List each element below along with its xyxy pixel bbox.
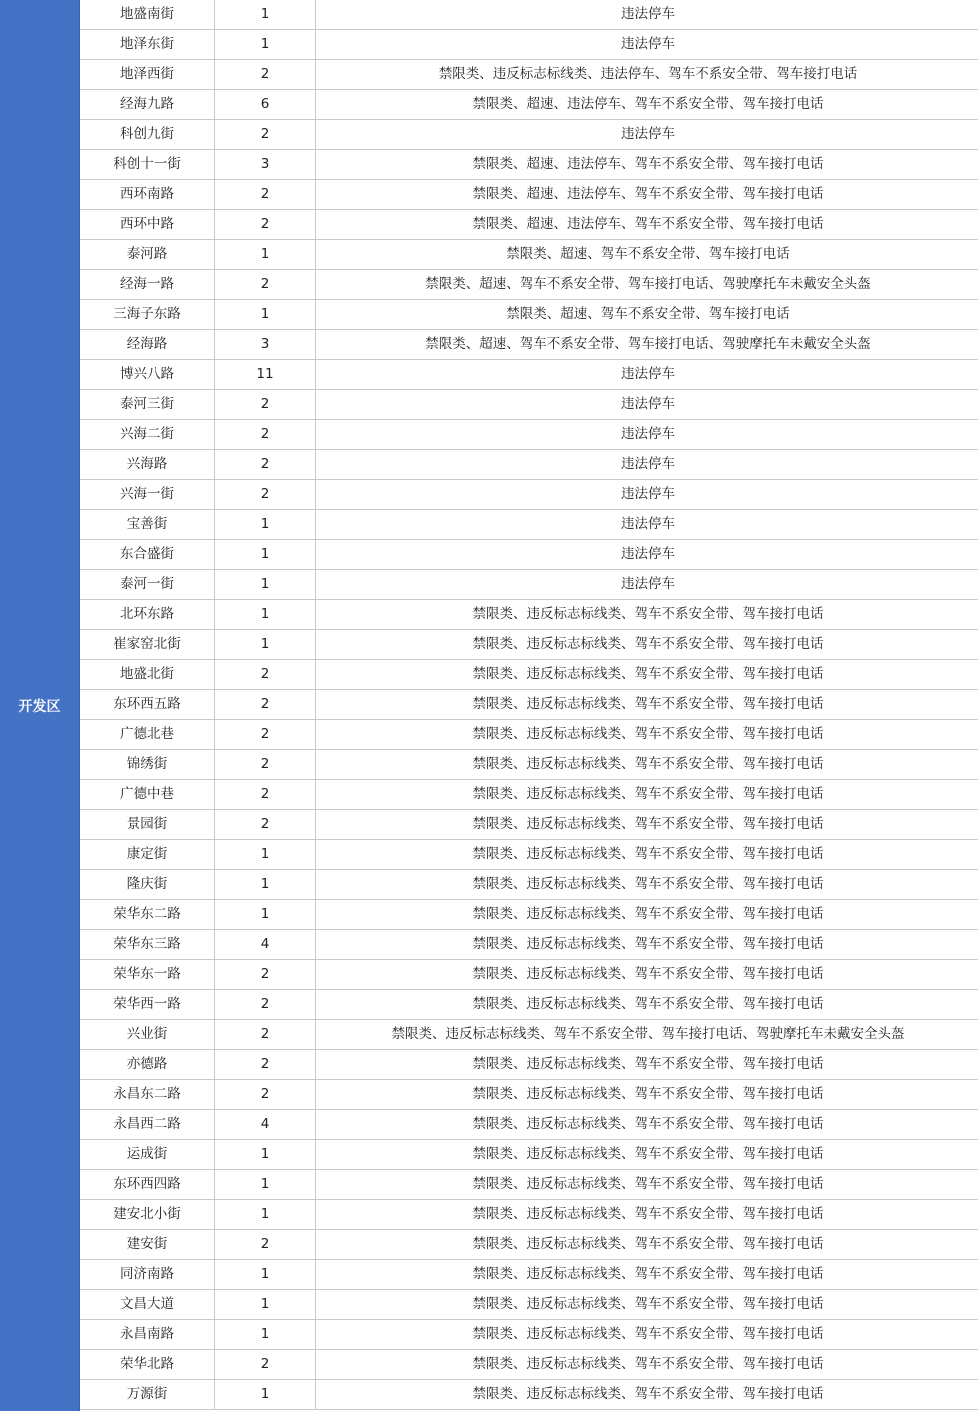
road-name-cell: 永昌南路 [80, 1320, 215, 1350]
road-name-cell: 地泽东街 [80, 30, 215, 60]
count-cell: 1 [215, 570, 316, 600]
violation-types-cell: 禁限类、违反标志标线类、驾车不系安全带、驾车接打电话 [316, 1290, 978, 1320]
road-name-cell: 崔家窑北街 [80, 630, 215, 660]
count-cell: 2 [215, 1230, 316, 1260]
table-row [80, 720, 978, 750]
count-cell: 1 [215, 1170, 316, 1200]
table-row [80, 1350, 978, 1380]
road-name-cell: 地泽西街 [80, 60, 215, 90]
violation-types-cell: 禁限类、违反标志标线类、驾车不系安全带、驾车接打电话 [316, 1110, 978, 1140]
count-cell: 4 [215, 930, 316, 960]
violation-types-cell: 禁限类、超速、违法停车、驾车不系安全带、驾车接打电话 [316, 210, 978, 240]
count-cell: 2 [215, 660, 316, 690]
count-cell: 2 [215, 480, 316, 510]
table-row [80, 210, 978, 240]
count-cell: 1 [215, 1140, 316, 1170]
count-cell: 2 [215, 780, 316, 810]
violation-types-cell: 禁限类、超速、驾车不系安全带、驾车接打电话 [316, 300, 978, 330]
violation-types-cell: 禁限类、超速、驾车不系安全带、驾车接打电话、驾驶摩托车未戴安全头盔 [316, 330, 978, 360]
count-cell: 1 [215, 510, 316, 540]
violation-types-cell: 禁限类、违反标志标线类、驾车不系安全带、驾车接打电话 [316, 750, 978, 780]
road-name-cell: 宝善街 [80, 510, 215, 540]
count-cell: 1 [215, 30, 316, 60]
violation-types-cell: 禁限类、违反标志标线类、驾车不系安全带、驾车接打电话 [316, 1380, 978, 1410]
count-cell: 1 [215, 900, 316, 930]
road-name-cell: 同济南路 [80, 1260, 215, 1290]
table-row [80, 600, 978, 630]
table-row [80, 60, 978, 90]
road-name-cell: 永昌东二路 [80, 1080, 215, 1110]
road-name-cell: 泰河三街 [80, 390, 215, 420]
road-name-cell: 万源街 [80, 1380, 215, 1410]
table-row [80, 690, 978, 720]
road-name-cell: 文昌大道 [80, 1290, 215, 1320]
violation-types-cell: 禁限类、违反标志标线类、驾车不系安全带、驾车接打电话 [316, 960, 978, 990]
table-row [80, 570, 978, 600]
count-cell: 1 [215, 540, 316, 570]
count-cell: 1 [215, 1260, 316, 1290]
road-name-cell: 锦绣街 [80, 750, 215, 780]
count-cell: 2 [215, 120, 316, 150]
table-row [80, 1380, 978, 1410]
road-name-cell: 西环中路 [80, 210, 215, 240]
count-cell: 1 [215, 1200, 316, 1230]
road-name-cell: 荣华北路 [80, 1350, 215, 1380]
violation-types-cell: 禁限类、违反标志标线类、驾车不系安全带、驾车接打电话 [316, 810, 978, 840]
road-name-cell: 荣华东三路 [80, 930, 215, 960]
table-row [80, 270, 978, 300]
table-row [80, 360, 978, 390]
table-row [80, 900, 978, 930]
road-name-cell: 三海子东路 [80, 300, 215, 330]
road-name-cell: 科创九街 [80, 120, 215, 150]
violation-types-cell: 禁限类、违反标志标线类、驾车不系安全带、驾车接打电话 [316, 600, 978, 630]
violation-types-cell: 禁限类、违反标志标线类、驾车不系安全带、驾车接打电话 [316, 1320, 978, 1350]
violation-types-cell: 禁限类、违反标志标线类、驾车不系安全带、驾车接打电话 [316, 1140, 978, 1170]
violation-types-cell: 禁限类、超速、驾车不系安全带、驾车接打电话 [316, 240, 978, 270]
count-cell: 3 [215, 330, 316, 360]
violation-types-cell: 违法停车 [316, 480, 978, 510]
count-cell: 3 [215, 150, 316, 180]
road-name-cell: 广德中巷 [80, 780, 215, 810]
count-cell: 2 [215, 60, 316, 90]
count-cell: 2 [215, 960, 316, 990]
road-name-cell: 康定街 [80, 840, 215, 870]
violation-types-cell: 违法停车 [316, 0, 978, 30]
road-name-cell: 荣华西一路 [80, 990, 215, 1020]
table-row [80, 1020, 978, 1050]
count-cell: 2 [215, 450, 316, 480]
table-row [80, 330, 978, 360]
table-row [80, 990, 978, 1020]
violation-types-cell: 违法停车 [316, 360, 978, 390]
road-name-cell: 东环西四路 [80, 1170, 215, 1200]
road-name-cell: 泰河路 [80, 240, 215, 270]
road-name-cell: 科创十一街 [80, 150, 215, 180]
count-cell: 2 [215, 750, 316, 780]
table-row [80, 930, 978, 960]
table-row [80, 630, 978, 660]
count-cell: 2 [215, 180, 316, 210]
violation-types-cell: 违法停车 [316, 120, 978, 150]
violation-types-cell: 禁限类、违反标志标线类、驾车不系安全带、驾车接打电话 [316, 1230, 978, 1260]
violation-types-cell: 禁限类、违反标志标线类、驾车不系安全带、驾车接打电话 [316, 1260, 978, 1290]
count-cell: 1 [215, 1290, 316, 1320]
violation-types-cell: 违法停车 [316, 450, 978, 480]
table-row [80, 480, 978, 510]
table-row [80, 840, 978, 870]
table-row [80, 960, 978, 990]
count-cell: 1 [215, 600, 316, 630]
violation-types-cell: 禁限类、违反标志标线类、驾车不系安全带、驾车接打电话 [316, 900, 978, 930]
table-row [80, 240, 978, 270]
violation-types-cell: 禁限类、违反标志标线类、驾车不系安全带、驾车接打电话 [316, 1200, 978, 1230]
count-cell: 1 [215, 1380, 316, 1410]
table-row [80, 1110, 978, 1140]
road-name-cell: 永昌西二路 [80, 1110, 215, 1140]
count-cell: 2 [215, 1020, 316, 1050]
table-row [80, 1140, 978, 1170]
count-cell: 4 [215, 1110, 316, 1140]
count-cell: 2 [215, 270, 316, 300]
road-name-cell: 泰河一街 [80, 570, 215, 600]
table-row [80, 450, 978, 480]
road-name-cell: 建安街 [80, 1230, 215, 1260]
count-cell: 2 [215, 420, 316, 450]
table-row [80, 1230, 978, 1260]
violation-types-cell: 禁限类、违反标志标线类、驾车不系安全带、驾车接打电话 [316, 1050, 978, 1080]
table-row [80, 420, 978, 450]
violation-types-cell: 禁限类、违反标志标线类、驾车不系安全带、驾车接打电话 [316, 1080, 978, 1110]
count-cell: 1 [215, 840, 316, 870]
road-name-cell: 经海九路 [80, 90, 215, 120]
violation-types-cell: 禁限类、违反标志标线类、驾车不系安全带、驾车接打电话 [316, 690, 978, 720]
road-name-cell: 经海路 [80, 330, 215, 360]
table-row [80, 1080, 978, 1110]
road-name-cell: 兴海二街 [80, 420, 215, 450]
road-name-cell: 东合盛街 [80, 540, 215, 570]
count-cell: 11 [215, 360, 316, 390]
road-name-cell: 北环东路 [80, 600, 215, 630]
table-row [80, 150, 978, 180]
road-name-cell: 景园街 [80, 810, 215, 840]
table-row [80, 810, 978, 840]
violation-types-cell: 禁限类、违反标志标线类、驾车不系安全带、驾车接打电话 [316, 630, 978, 660]
road-name-cell: 隆庆街 [80, 870, 215, 900]
violation-types-cell: 禁限类、超速、违法停车、驾车不系安全带、驾车接打电话 [316, 90, 978, 120]
count-cell: 2 [215, 1350, 316, 1380]
violation-types-cell: 禁限类、违反标志标线类、驾车不系安全带、驾车接打电话 [316, 1170, 978, 1200]
violation-types-cell: 禁限类、违反标志标线类、驾车不系安全带、驾车接打电话 [316, 930, 978, 960]
road-name-cell: 兴海路 [80, 450, 215, 480]
count-cell: 1 [215, 240, 316, 270]
table-row [80, 660, 978, 690]
violation-types-cell: 禁限类、超速、驾车不系安全带、驾车接打电话、驾驶摩托车未戴安全头盔 [316, 270, 978, 300]
violation-types-cell: 禁限类、违反标志标线类、驾车不系安全带、驾车接打电话 [316, 1350, 978, 1380]
count-cell: 2 [215, 1080, 316, 1110]
violation-types-cell: 禁限类、违反标志标线类、驾车不系安全带、驾车接打电话 [316, 990, 978, 1020]
count-cell: 1 [215, 0, 316, 30]
table-row [80, 180, 978, 210]
table-row [80, 390, 978, 420]
violation-types-cell: 违法停车 [316, 30, 978, 60]
violation-types-cell: 禁限类、违反标志标线类、驾车不系安全带、驾车接打电话 [316, 870, 978, 900]
table-row [80, 510, 978, 540]
table-row [80, 1320, 978, 1350]
road-name-cell: 兴业街 [80, 1020, 215, 1050]
violation-types-cell: 禁限类、违反标志标线类、驾车不系安全带、驾车接打电话 [316, 720, 978, 750]
count-cell: 1 [215, 630, 316, 660]
count-cell: 2 [215, 210, 316, 240]
count-cell: 2 [215, 720, 316, 750]
table-row [80, 1200, 978, 1230]
road-name-cell: 西环南路 [80, 180, 215, 210]
violation-types-cell: 违法停车 [316, 540, 978, 570]
violation-types-cell: 禁限类、超速、违法停车、驾车不系安全带、驾车接打电话 [316, 180, 978, 210]
count-cell: 2 [215, 990, 316, 1020]
table-row [80, 30, 978, 60]
road-name-cell: 地盛北街 [80, 660, 215, 690]
table-row [80, 750, 978, 780]
violation-types-cell: 违法停车 [316, 420, 978, 450]
violation-types-cell: 违法停车 [316, 510, 978, 540]
table-row [80, 1050, 978, 1080]
violation-types-cell: 违法停车 [316, 390, 978, 420]
violation-types-cell: 禁限类、违反标志标线类、违法停车、驾车不系安全带、驾车接打电话 [316, 60, 978, 90]
road-name-cell: 亦德路 [80, 1050, 215, 1080]
count-cell: 6 [215, 90, 316, 120]
violation-table [80, 0, 978, 1410]
road-name-cell: 兴海一街 [80, 480, 215, 510]
count-cell: 2 [215, 810, 316, 840]
road-name-cell: 建安北小街 [80, 1200, 215, 1230]
count-cell: 1 [215, 870, 316, 900]
road-name-cell: 地盛南街 [80, 0, 215, 30]
table-row [80, 0, 978, 30]
table-row [80, 120, 978, 150]
count-cell: 2 [215, 1050, 316, 1080]
table-row [80, 1290, 978, 1320]
road-name-cell: 运成街 [80, 1140, 215, 1170]
road-name-cell: 荣华东二路 [80, 900, 215, 930]
table-row [80, 780, 978, 810]
violation-types-cell: 禁限类、违反标志标线类、驾车不系安全带、驾车接打电话、驾驶摩托车未戴安全头盔 [316, 1020, 978, 1050]
violation-types-cell: 禁限类、违反标志标线类、驾车不系安全带、驾车接打电话 [316, 660, 978, 690]
table-row [80, 300, 978, 330]
table-row [80, 1260, 978, 1290]
count-cell: 2 [215, 390, 316, 420]
count-cell: 1 [215, 300, 316, 330]
violation-types-cell: 禁限类、违反标志标线类、驾车不系安全带、驾车接打电话 [316, 840, 978, 870]
road-name-cell: 广德北巷 [80, 720, 215, 750]
road-name-cell: 荣华东一路 [80, 960, 215, 990]
count-cell: 1 [215, 1320, 316, 1350]
table-row [80, 90, 978, 120]
violation-types-cell: 禁限类、超速、违法停车、驾车不系安全带、驾车接打电话 [316, 150, 978, 180]
count-cell: 2 [215, 690, 316, 720]
table-row [80, 540, 978, 570]
road-name-cell: 博兴八路 [80, 360, 215, 390]
table-body [80, 0, 978, 1410]
table-row [80, 1170, 978, 1200]
district-cell: 开发区 [0, 0, 80, 1411]
violation-types-cell: 禁限类、违反标志标线类、驾车不系安全带、驾车接打电话 [316, 780, 978, 810]
table-row [80, 870, 978, 900]
violation-types-cell: 违法停车 [316, 570, 978, 600]
road-name-cell: 经海一路 [80, 270, 215, 300]
road-name-cell: 东环西五路 [80, 690, 215, 720]
